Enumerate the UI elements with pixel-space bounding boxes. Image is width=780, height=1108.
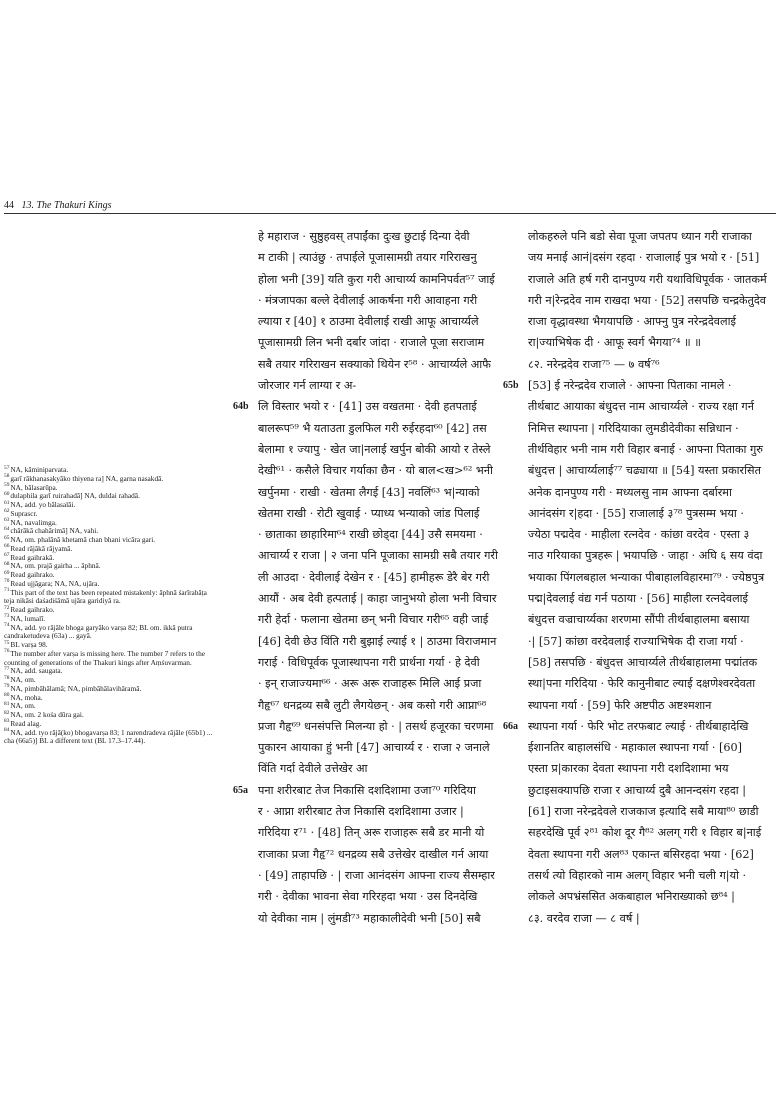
text-line: यो देवीका नाम | लुंमडी⁷³ महाकालीदेवी भनी [50] सबै	[258, 911, 481, 925]
text-line: ली आउदा · देवीलाई देखेन र · [45] हामीहरू डेरै बेर गरी	[258, 570, 490, 584]
text-line: बालरूप⁵⁹ भै यताउता डुलफिल गरी रुईरहदा⁶⁰ [42] तस	[258, 421, 487, 435]
folio-marker: 64b	[233, 401, 249, 413]
footnote	[4, 589, 216, 607]
footnote-text: NA, kāminiparvata.	[10, 465, 69, 474]
footnote-number: 65	[4, 534, 10, 541]
folio-marker: 65a	[233, 784, 248, 796]
running-header	[4, 200, 776, 214]
text-line: [53] ई नरेन्द्रदेव राजाले · आफ्ना पिताका नामले ·	[528, 379, 732, 393]
footnote-text: NA, om. phalānā khetamā chan bhani vicāra gari.	[10, 535, 156, 544]
text-line: स्थापना गर्या · फेरि भोट तरफबाट ल्याई · तीर्थबाहादेखि	[528, 719, 749, 733]
text-line: जोरजार गर्न लाग्या र अ-	[258, 379, 357, 393]
text-line: गैहृ⁶⁷ धनद्रव्य सबै लुटी लैगयेछन् · अब कसो गरी आप्ना⁶⁸	[258, 698, 487, 712]
text-line: रा|ज्याभिषेक दी · आफू स्वर्ग भैगया⁷⁴ ॥ ॥	[528, 336, 701, 350]
footnote-number: 59	[4, 482, 10, 489]
footnote	[4, 729, 216, 747]
footnote-text: This part of the text has been repeated mistakenly: āphnā śarīrabāṭa teja nikāsi daśadiśāmā ujāra garidiyā ra.	[4, 587, 207, 606]
footnote-number: 76	[4, 648, 10, 655]
manuscript-section	[233, 396, 504, 779]
page-number: 44	[4, 200, 14, 211]
text-line: राजाका प्रजा गैहृ⁷² धनद्रव्य सबै उत्तेखेर दाखील गर्न आया	[258, 847, 489, 861]
text-line: · छाताका छाहारिमा⁶⁴ राखी छोड्दा [44] उसै समयमा ·	[258, 528, 483, 542]
text-line: भयाका पिंगलबहाल भन्याका पीबाहालविहारमा⁷⁹ · ज्येष्ठपुत्र	[528, 570, 765, 584]
footnote-number: 74	[4, 622, 10, 629]
text-line: खर्पुनमा · राखी · खेतमा लैगई [43] नवलिं⁶³ भ|न्याको	[258, 485, 480, 499]
text-line: लि विस्तार भयो र · [41] उस वखतमा · देवी हतपताई	[258, 400, 477, 414]
footnotes-column	[4, 466, 216, 746]
footnote-text: garī rākhanasakyāko thiyena ra] NA, garna nasakdā.	[10, 473, 164, 483]
text-line: स्था|पना गरिदिया · फेरि कानुनीबाट ल्याई दक्षणेश्वरदेवता	[528, 677, 756, 691]
footnote-number: 64	[4, 525, 10, 532]
text-line: बेलामा १ ज्यापु · खेत जा|नलाई खर्पुन बोकी आयो र तेस्ले	[258, 442, 491, 456]
footnote-number: 79	[4, 683, 10, 690]
text-line: · [49] ताहापछि · | राजा आनंदसंग आफ्ना राज्य सैसम्हार	[258, 868, 495, 882]
footnote-number: 72	[4, 604, 10, 611]
footnote-text: Read rājākā rājyamā.	[10, 543, 73, 553]
footnote-number: 82	[4, 709, 10, 716]
middle-text-column	[233, 226, 504, 929]
footnote-text: BL varṣa 98.	[10, 640, 48, 649]
text-line: राजाले अति हर्ष गरी दानपुण्य गरी यथाविधिपूर्वक · जातकर्म	[528, 272, 767, 286]
text-line: जय मनाई आनं|दसंग रहदा · राजालाई पुत्र भयो र · [51]	[528, 251, 760, 265]
text-line: तीर्थविहार भनी नाम गरी विहार बनाई · आफ्ना पिताका गुरु	[528, 442, 763, 456]
text-line: सबै तयार गरिराखन सक्याको थियेन र⁵⁸ · आचार्य्यले आफै	[258, 357, 491, 371]
footnote-text: NA, navalimga.	[10, 517, 57, 527]
footnote-number: 78	[4, 674, 10, 681]
footnote-text: NA, add. saugata.	[10, 666, 63, 676]
footnote-text: NA, add. tyo rājā(ko) bhogavarṣa 83; 1 narendradeva rājāle (65b1) ... cha (66a5)] BL a different text (BL 17.3–17.44).	[4, 727, 213, 746]
text-line: र · आप्ना शरीरबाट तेज निकासि दशदिशामा उजार |	[258, 805, 464, 819]
text-line: सहरदेखि पूर्व २⁸¹ कोश दूर गै⁸² अलग् गरी १ विहार ब|नाई	[528, 826, 762, 840]
manuscript-section	[503, 375, 780, 716]
folio-marker: 65b	[503, 380, 519, 392]
text-line: [46] देवी छेउ विंति गरी बुझाई ल्याई १ | ठाउमा विराजमान	[258, 634, 497, 648]
footnote-number: 57	[4, 464, 10, 471]
text-line: देवता स्थापना गरी अल⁸³ एकान्त बसिरहदा भया · [62]	[528, 847, 754, 861]
footnote-text: Read alag.	[10, 718, 42, 728]
footnote-text: Read gaihrako.	[10, 570, 55, 579]
text-line: खेतमा राखी · रोटी खुवाई · प्याध्य भन्याको जांड पिलाई	[258, 506, 480, 520]
text-line: म टाकी | त्याउंछु · तपाईले पूजासामग्री तयार गरिराखनु	[258, 251, 477, 265]
text-line: ल्याया र [40] १ ठाउमा देवीलाई राखी आफू आचार्य्यले	[258, 315, 479, 329]
text-line: लोकहरुले पनि बडो सेवा पूजा जपतप ध्यान गरी राजाका	[528, 230, 752, 243]
footnote-text: Suprascr.	[10, 508, 38, 518]
footnote-text: NA, om. 2 kośa dūra gai.	[10, 710, 84, 719]
footnote-text: NA, om.	[10, 701, 36, 711]
text-line: बंधुदत्त | आचार्य्यलाई⁷⁷ चढ्याया ॥ [54] यस्ता प्रकारसित	[528, 464, 761, 478]
footnote-number: 69	[4, 569, 10, 576]
text-line: निमित्त स्थापना | गरिदियाका लुमडीदेवीका सन्निधान ·	[528, 421, 739, 435]
opening-paragraph	[528, 226, 780, 354]
text-line: ज्येठा पद्मदेव · माहीला रत्नदेव · कांछा वरदेव · एस्ता ३	[528, 528, 750, 542]
text-line: आचार्य्य र राजा | २ जना पनि पूजाका सामग्री सबै तयार गरी	[258, 549, 498, 563]
text-line: नाउ गरियाका पुत्रहरू | भयापछि · जाहा · अघि ६ सय वंदा	[528, 549, 763, 563]
text-line: तीर्थबाट आयाका बंधुदत्त नाम आचार्य्यले · राज्य रक्षा गर्न	[528, 400, 754, 414]
text-line: [58] तसपछि · बंधुदत्त आचार्य्यले तीर्थबाहालमा पद्मांतक	[528, 655, 758, 669]
text-line: [61] राजा नरेन्द्रदेवले राजकाज इत्यादि सबै माया⁸⁰ छाडी	[528, 805, 759, 819]
footnote-number: 77	[4, 665, 10, 672]
footnote-text: NA, om. prajā gairha ... āphnā.	[10, 561, 101, 571]
text-line: छुटाइसक्यापछि राजा र आचार्य्य दुबै आनन्दसंग रहदा |	[528, 783, 746, 797]
text-line: देखी⁶¹ · कसैले विचार गर्याका छैन · यो बाल<ख>⁶² भनी	[258, 464, 493, 478]
footnote-number: 75	[4, 639, 10, 646]
footnote-number: 81	[4, 700, 10, 707]
text-line: अनेक दानपुण्य गरी · मध्यलसु नाम आफ्ना दर्बारमा	[528, 485, 732, 499]
footnote-number: 80	[4, 692, 10, 699]
footnote-number: 68	[4, 560, 10, 567]
text-line: पना शरीरबाट तेज निकासि दशदिशामा उजा⁷⁰ गरिदिया	[258, 783, 476, 797]
footnote-number: 71	[4, 587, 10, 594]
footnote-number: 61	[4, 499, 10, 506]
footnote-number: 73	[4, 613, 10, 620]
footnote-text: chārākā chahārimā] NA, vahi.	[10, 526, 99, 536]
footnote-text: The number after varṣa is missing here. The number 7 refers to the counting of generations of the Thakuri kings after Aṃśuvarman.	[4, 648, 205, 667]
text-line: · मंत्रजापका बल्ले देवीलाई आकर्षना गरी आवाहना गरी	[258, 293, 478, 307]
text-line: गरी · देवीका भावना सेवा गरिरहदा भया · उस दिनदेखि	[258, 890, 478, 904]
text-line: ·| [57] कांछा वरदेवलाई राज्याभिषेक दी राजा गर्या ·	[528, 634, 744, 648]
footnote-text: NA, add. yo bālasalāi.	[10, 500, 76, 509]
manuscript-section	[233, 780, 504, 929]
footnote	[4, 624, 216, 642]
text-line: राजा वृद्धावस्था भैगयापछि · आफ्नु पुत्र नरेन्द्रदेवलाई	[528, 315, 736, 329]
footnote-number: 60	[4, 490, 10, 497]
text-line: प्रजा गैहृ⁶⁹ धनसंपत्ति मिलन्या हो · | तसर्थ हजूरका चरणमा	[258, 719, 494, 733]
text-line: हे महाराज · सुष्ठुहवस् तपाईंका दुःख छुटाई दिन्या देवी	[258, 230, 470, 243]
footnote-text: Read gaihrakā.	[10, 552, 55, 562]
footnote-text: dulaphila garī ruirahadā] NA, duldai rahadā.	[10, 491, 140, 501]
text-line: होला भनी [39] यति कुरा गरी आचार्य्य कामनिपर्वत⁵⁷ जाई	[258, 272, 495, 286]
manuscript-section	[503, 716, 780, 908]
footnote-number: 84	[4, 727, 10, 734]
footnote-text: Read ujjāgara; NA, NA, ujāra.	[10, 578, 100, 588]
text-line: तसर्थ त्यो विहारको नाम अलग् विहार भनी चली ग|यो ·	[528, 868, 747, 882]
footnote-number: 66	[4, 543, 10, 550]
footnote-text: NA, bālasarūpa.	[10, 482, 58, 492]
section-heading: ८२. नरेन्द्रदेव राजा⁷⁵ — ७ वर्ष⁷⁶	[528, 357, 660, 371]
text-line: आनंदसंग र|हदा · [55] राजालाई ३⁷⁸ पुत्रसम्म भया ·	[528, 506, 744, 520]
footnote-text: NA, moha.	[10, 692, 43, 702]
footnote-number: 70	[4, 578, 10, 585]
footnote-text: NA, pimbāhālamā; NA, pimbāhālavihāramā.	[10, 683, 142, 693]
footnote-number: 67	[4, 552, 10, 559]
right-text-column	[503, 226, 780, 929]
text-line: आयौं · अब देवी हत्पताई | काहा जानुभयो होला भनी विचार	[258, 592, 497, 606]
footnote-text: NA, add. yo rājāle bhoga garyāko varṣa 82; BL om. ikkā putra candraketudeva (63a) ... gayā.	[4, 622, 193, 641]
text-line: पद्म|देवलाई वंद्य गर्न पठाया · [56] माहीला रत्नदेवलाई	[528, 592, 749, 606]
footnote-text: Read gaihrako.	[10, 605, 55, 614]
text-line: पुकारन आयाका हुं भनी [47] आचार्य्य र · राजा २ जनाले	[258, 741, 490, 755]
text-line: · इन् राजाज्यमा⁶⁶ · अरू अरू राजाहरू मिलि आई प्रजा	[258, 677, 482, 691]
footnote-number: 58	[4, 473, 10, 480]
text-line: बंधुदत्त वज्राचार्य्यका शरणमा सौंपी तीर्थबाहालमा बसाया	[528, 613, 750, 627]
text-line: लोकले अपभ्रंससित अकबाहाल भनिराख्याको छ⁸⁴ |	[528, 890, 735, 904]
text-line: गरिदिया र⁷¹ · [48] तिन् अरू राजाहरू सबै डर मानी यो	[258, 826, 485, 840]
folio-marker: 66a	[503, 720, 518, 732]
footnote-text: NA, om.	[10, 675, 36, 684]
text-line: स्थापना गर्या · [59] फेरि अष्टपीठ अष्टश्मशान	[528, 698, 712, 712]
text-line: गरी न|रेन्द्रदेव नाम राखदा भया · [52] तसपछि चन्द्रकेतुदेव	[528, 293, 767, 307]
section-heading: ८३. वरदेव राजा — ८ वर्ष |	[528, 911, 640, 925]
footnote-number: 63	[4, 517, 10, 524]
text-line: गरी हेर्दा · फलाना खेतमा छन् भनी विचार गरी⁶⁵ वही जाई	[258, 613, 489, 627]
footnote-number: 62	[4, 508, 10, 515]
chapter-title: 13. The Thakuri Kings	[21, 200, 112, 211]
text-line: ईशानतिर बाहालसंधि · महाकाल स्थापना गर्या · [60]	[528, 741, 743, 755]
text-line: गराई · विधिपूर्वक पूजास्थापना गरी प्रार्थना गर्या · हे देवी	[258, 655, 480, 669]
text-line: पूजासामग्री लिन भनी दर्बार जांदा · राजाले पूजा सराजाम	[258, 336, 485, 350]
footnote	[4, 650, 216, 668]
footnote-text: NA, lumalī.	[10, 613, 46, 623]
footnote-number: 83	[4, 718, 10, 725]
text-line: विंति गर्दा देवीले उत्तेखेर आ	[258, 762, 368, 776]
text-line: एस्ता प्र|कारका देवता स्थापना गरी दशदिशामा भय	[528, 762, 729, 776]
opening-paragraph	[258, 226, 504, 396]
